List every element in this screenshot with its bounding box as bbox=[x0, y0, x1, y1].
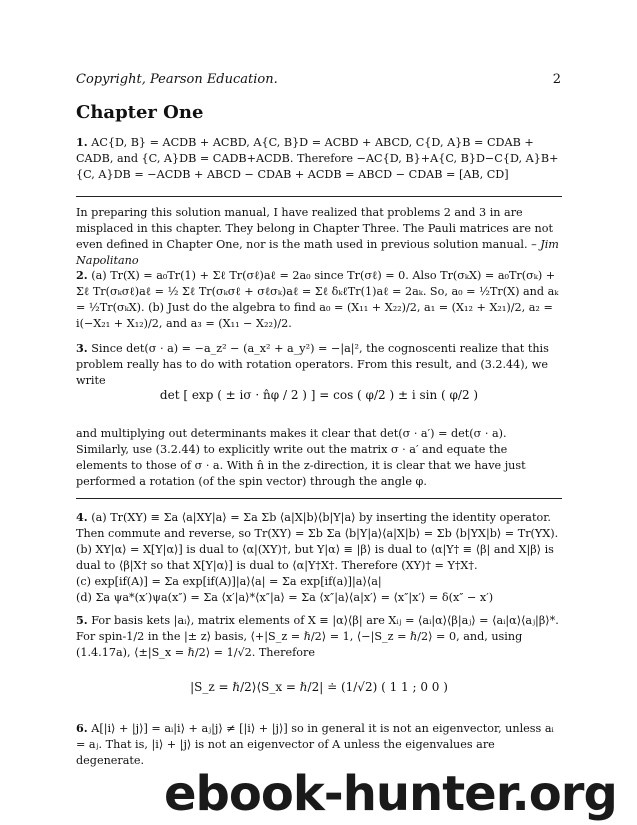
problem-4-part-a: (a) Tr(XY) ≡ Σa ⟨a|XY|a⟩ = Σa Σb ⟨a|X|b⟩⟨b|Y|a⟩ by inserting the identity operator. Then commute and reverse, so Tr(XY) = Σb Σa ⟨b|Y|a⟩⟨a|X|b⟩ = Σb ⟨b|YX|b⟩ = Tr(YX). bbox=[76, 511, 559, 540]
problem-1 bbox=[76, 134, 562, 183]
problem-3-text-before: Since det(σ · a) = −a_z² − (a_x² + a_y²) = −|a|², the cognoscenti realize that this problem really has to do with rotation operators. From this result, and (3.2.44), we write bbox=[76, 342, 549, 387]
problem-3 bbox=[76, 340, 562, 389]
problem-2-number: 2. bbox=[76, 268, 88, 282]
problem-2 bbox=[76, 267, 562, 332]
problem-4-part-b: (b) XY|α⟩ = X[Y|α⟩] is dual to ⟨α|(XY)†, but Y|α⟩ ≡ |β⟩ is dual to ⟨α|Y† ≡ ⟨β| and X|β⟩ is dual to ⟨β|X† so that X[Y|α⟩] is dual to ⟨α|Y†X†. Therefore (XY)† = Y†X†. bbox=[76, 543, 554, 572]
author-note bbox=[76, 205, 562, 269]
problem-1-number: 1. bbox=[76, 135, 88, 149]
page-number: 2 bbox=[552, 72, 561, 87]
problem-6 bbox=[76, 720, 562, 769]
author-note-text: In preparing this solution manual, I have realized that problems 2 and 3 in are misplaced in this chapter. They belong in Chapter Three. The Pauli matrices are not even defined in Chapter One, nor is the math used in previous solution manual. bbox=[76, 206, 553, 251]
problem-4-number: 4. bbox=[76, 510, 88, 524]
problem-3-equation: det [ exp ( ± iσ · n̂φ / 2 ) ] = cos ( φ/2 ) ± i sin ( φ/2 ) bbox=[159, 388, 479, 402]
watermark: ebook-hunter.org bbox=[164, 766, 617, 822]
problem-5 bbox=[76, 612, 562, 661]
problem-4-part-c: (c) exp[if(A)] = Σa exp[if(A)]|a⟩⟨a| = Σa exp[if(a)]|a⟩⟨a| bbox=[76, 575, 382, 588]
author-note-signature: – Jim Napolitano bbox=[76, 238, 559, 267]
problem-3-number: 3. bbox=[76, 341, 88, 355]
divider bbox=[76, 498, 562, 499]
divider bbox=[76, 196, 562, 197]
problem-5-text: For basis kets |aᵢ⟩, matrix elements of X ≡ |α⟩⟨β| are Xᵢⱼ = ⟨aᵢ|α⟩⟨β|aⱼ⟩ = ⟨aᵢ|α⟩⟨aⱼ|β⟩*. For spin-1/2 in the |± z⟩ basis, ⟨+|S_z = ℏ/2⟩ = 1, ⟨−|S_z = ℏ/2⟩ = 0, and, using (1.4.17a), ⟨±|S_x = ℏ/2⟩ = 1/√2. Therefore bbox=[76, 614, 559, 659]
chapter-title: Chapter One bbox=[76, 102, 204, 123]
problem-5-equation: |S_z = ℏ/2⟩⟨S_x = ℏ/2| ≐ (1/√2) ( 1 1 ; 0 0 ) bbox=[190, 680, 448, 694]
problem-3-continued bbox=[76, 426, 562, 490]
running-header: Copyright, Pearson Education. bbox=[76, 72, 278, 87]
problem-6-number: 6. bbox=[76, 721, 88, 735]
problem-3-text-after: and multiplying out determinants makes it clear that det(σ · a′) = det(σ · a). Similarly, use (3.2.44) to explicitly write out the matrix σ · a′ and equate the elements to those of σ · a. With n̂ in the z-direction, it is clear that we have just performed a rotation (of the spin vector) through the angle φ. bbox=[76, 427, 526, 488]
problem-2-text: (a) Tr(X) = a₀Tr(1) + Σℓ Tr(σℓ)aℓ = 2a₀ since Tr(σℓ) = 0. Also Tr(σₖX) = a₀Tr(σₖ) + Σℓ Tr(σₖσℓ)aℓ = ½ Σℓ Tr(σₖσℓ + σℓσₖ)aℓ = Σℓ δₖℓTr(1)aℓ = 2aₖ. So, a₀ = ½Tr(X) and aₖ = ½Tr(σₖX). (b) Just do the algebra to find a₀ = (X₁₁ + X₂₂)/2, a₁ = (X₁₂ + X₂₁)/2, a₂ = i(−X₂₁ + X₁₂)/2, and a₃ = (X₁₁ − X₂₂)/2. bbox=[76, 269, 559, 330]
problem-5-number: 5. bbox=[76, 613, 88, 627]
problem-1-text: AC{D, B} = ACDB + ACBD, A{C, B}D = ACBD + ABCD, C{D, A}B = CDAB + CADB, and {C, A}DB = CADB+ACDB. Therefore −AC{D, B}+A{C, B}D−C{D, A}B+ {C, A}DB = −ACDB + ABCD − CDAB + ACDB = ABCD − CDAB = [AB, CD] bbox=[76, 136, 559, 181]
problem-4-part-d: (d) Σa ψa*(x′)ψa(x″) = Σa ⟨x′|a⟩*⟨x″|a⟩ = Σa ⟨x″|a⟩⟨a|x′⟩ = ⟨x″|x′⟩ = δ(x″ − x′) bbox=[76, 591, 494, 604]
problem-6-text: A[|i⟩ + |j⟩] = aᵢ|i⟩ + aⱼ|j⟩ ≠ [|i⟩ + |j⟩] so in general it is not an eigenvector, unless aᵢ = aⱼ. That is, |i⟩ + |j⟩ is not an eigenvector of A unless the eigenvalues are degenerate. bbox=[76, 722, 554, 767]
problem-4 bbox=[76, 509, 562, 606]
